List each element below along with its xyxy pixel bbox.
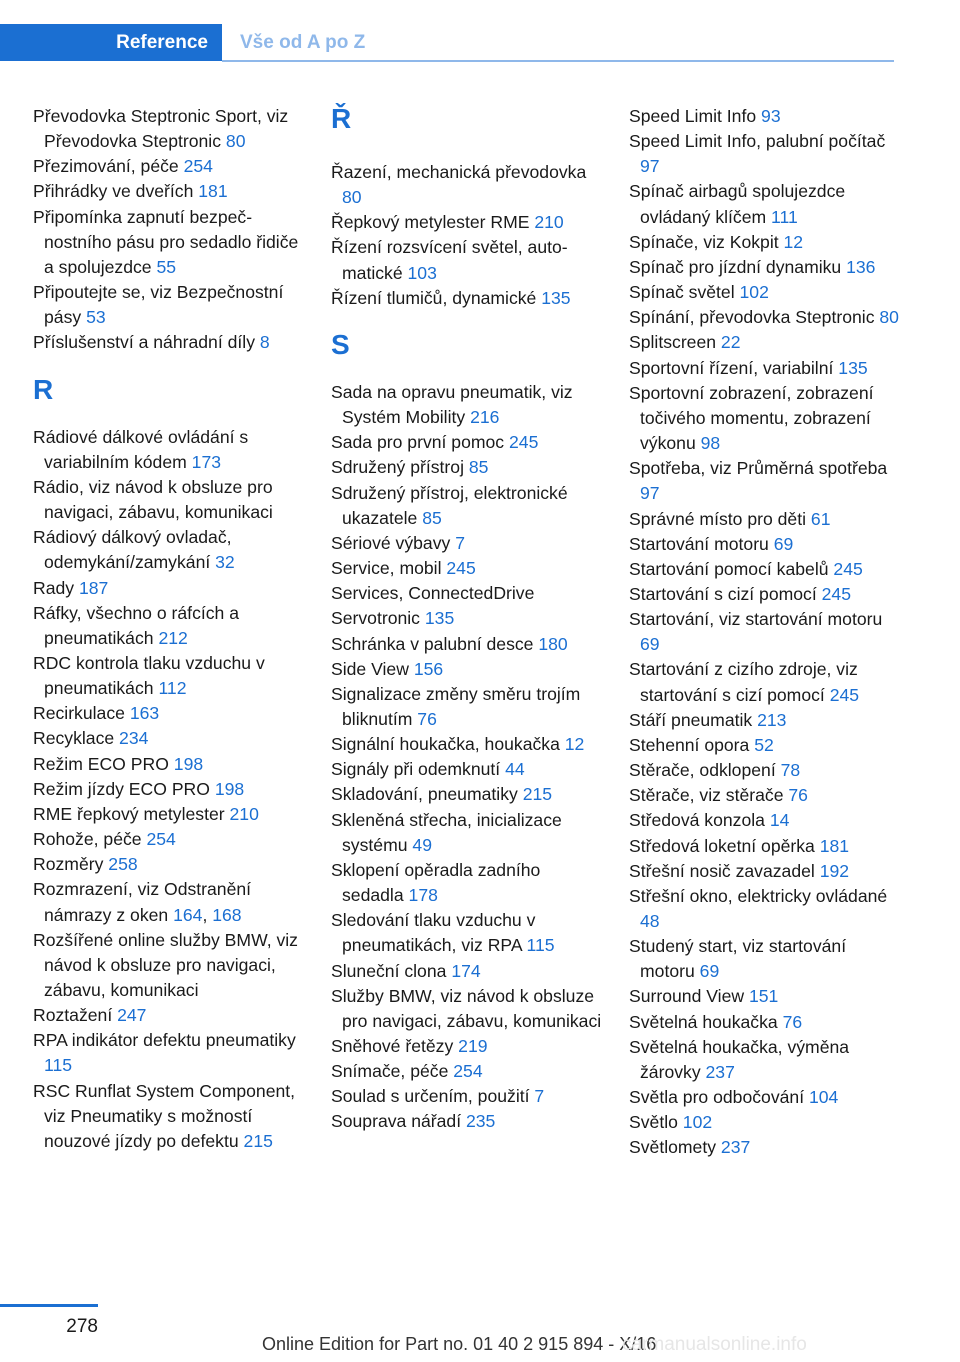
- index-entry-text: Spotřeba, viz Průměrná spotřeba: [629, 458, 888, 479]
- page-ref-link[interactable]: 213: [757, 709, 787, 730]
- page-ref-link[interactable]: 7: [534, 1086, 545, 1107]
- index-entry: [629, 582, 901, 607]
- index-entry-text: Schránka v palubní desce: [331, 633, 539, 654]
- index-entry-text: Spínač pro jízdní dynamiku: [629, 256, 847, 277]
- index-entry: [629, 733, 901, 758]
- index-entry: [629, 330, 901, 355]
- index-entry: [629, 934, 901, 984]
- index-entry-text: Spínač světel: [629, 282, 740, 303]
- index-entry: [33, 205, 305, 280]
- page-ref-link[interactable]: 53: [86, 307, 106, 328]
- index-entry: [33, 425, 305, 475]
- index-entry-text: Rohože, péče: [33, 829, 147, 850]
- page-ref-link[interactable]: 245: [829, 684, 860, 705]
- page-ref-link[interactable]: 245: [509, 432, 539, 453]
- index-entry: [629, 708, 901, 733]
- index-entry: [331, 380, 603, 430]
- index-entry: [629, 834, 901, 859]
- index-entry: [629, 305, 901, 330]
- index-entry: [629, 607, 901, 657]
- index-column-3: [629, 104, 901, 1161]
- tab-vse-od-a-po-z[interactable]: Vše od A po Z: [240, 31, 366, 53]
- index-entry-text: Skladování, pneumatiky: [331, 784, 523, 805]
- index-column-1: [33, 104, 305, 1154]
- header-tabbar: [0, 0, 960, 62]
- index-entry-text: Světlomety: [629, 1137, 721, 1158]
- index-entry-text: Stáří pneumatik: [629, 709, 758, 730]
- index-entry-text: Řízení tlumičů, dynamické: [331, 287, 542, 308]
- index-entry: [331, 606, 603, 631]
- page-ref-link[interactable]: 97: [640, 156, 660, 177]
- index-entry-text: Řízení rozsvícení světel, automatické: [331, 237, 568, 283]
- page-ref-link[interactable]: 8: [259, 332, 270, 353]
- page-ref-link[interactable]: 102: [682, 1112, 713, 1133]
- page-ref-link[interactable]: 216: [470, 407, 500, 428]
- index-entry-text: Připoutejte se, viz Bezpečnostní pásy: [33, 282, 284, 328]
- page-ref-link[interactable]: 198: [173, 753, 204, 774]
- index-entry: [629, 507, 901, 532]
- index-entry-text: Rady: [33, 577, 79, 598]
- index-entry: [629, 230, 901, 255]
- page-ref-link[interactable]: 135: [838, 357, 868, 378]
- index-entry-text: Řazení, mechanická převodovka: [331, 162, 587, 182]
- index-entry: [331, 1084, 603, 1109]
- index-entry-text: Sklopení opěradla zadního sedadla: [331, 859, 541, 906]
- index-entry-text: Startování motoru: [629, 533, 774, 554]
- index-entry-text: Stěrače, viz stěrače: [629, 785, 789, 806]
- index-entry: [629, 783, 901, 808]
- index-entry: [331, 908, 603, 958]
- page-ref-link[interactable]: 61: [810, 508, 831, 529]
- index-entry: [33, 601, 305, 651]
- index-entry-text: Signalizace změny směru trojím bliknutím: [331, 683, 581, 729]
- index-entry-text: Startování s cizí pomocí: [629, 583, 822, 604]
- index-entry: [33, 827, 305, 852]
- index-entry: [33, 330, 305, 355]
- page-ref-link[interactable]: 76: [782, 1011, 803, 1032]
- index-entry-text: Sledování tlaku vzduchu v pneumatikách, viz RPA: [331, 910, 536, 956]
- index-column-2: [331, 104, 603, 1135]
- index-entry-text: Startování pomocí kabelů: [629, 558, 834, 579]
- index-entry: [629, 884, 901, 934]
- page-ref-link[interactable]: 102: [739, 282, 769, 303]
- index-entry-text: Sada na opravu pneumatik, viz Systém Mobility: [331, 381, 573, 428]
- index-entry: [331, 682, 603, 732]
- page-ref-link[interactable]: 80: [225, 131, 246, 152]
- page-ref-link[interactable]: 112: [158, 678, 187, 699]
- index-entry: [629, 129, 901, 179]
- index-entry-text: Středová konzola: [629, 810, 770, 831]
- index-entry-text: Startování z cizího zdroje, viz startování s cizí pomocí: [629, 659, 858, 705]
- index-entry-text: Sportovní zobrazení, zobrazení točivého momentu, zobrazení výkonu: [629, 382, 874, 454]
- index-entry: [331, 984, 603, 1034]
- page-ref-link[interactable]: 115: [526, 935, 555, 956]
- index-entry: [629, 356, 901, 381]
- index-entry: [331, 581, 603, 606]
- index-entry: [629, 859, 901, 884]
- index-entry: [629, 1035, 901, 1085]
- page-ref-link[interactable]: 219: [458, 1036, 488, 1056]
- index-entry: [331, 481, 603, 531]
- tab-reference[interactable]: Reference: [0, 24, 222, 61]
- index-entry: [331, 959, 603, 984]
- index-entry: [331, 782, 603, 807]
- index-entry: [331, 235, 603, 285]
- index-entry-text: Signální houkačka, houkačka: [331, 734, 565, 755]
- page-ref-link[interactable]: 254: [183, 156, 213, 177]
- page-ref-link[interactable]: 78: [780, 760, 801, 781]
- page-ref-link[interactable]: 215: [243, 1130, 273, 1151]
- index-entry: [629, 1010, 901, 1035]
- index-entry-text: Přihrádky ve dveřích: [33, 181, 199, 202]
- index-entry: [331, 757, 603, 782]
- index-entry-text: Stěrače, odklopení: [629, 760, 781, 781]
- page-ref-link[interactable]: 85: [422, 507, 442, 528]
- index-entry: [331, 286, 603, 311]
- edition-footer: Online Edition for Part no. 01 40 2 915 894 - X/16: [262, 1334, 657, 1354]
- page-ref-link[interactable]: 48: [640, 911, 660, 931]
- index-entry: [33, 777, 305, 802]
- page-ref-link[interactable]: 76: [788, 785, 808, 806]
- watermark: carmanualsonline.info: [622, 1334, 807, 1355]
- page-ref-link[interactable]: 163: [129, 703, 160, 724]
- index-entry: [629, 280, 901, 305]
- index-entry: [331, 455, 603, 480]
- index-entry: [629, 1085, 901, 1110]
- section-letter: S: [331, 328, 350, 360]
- index-entry: [629, 179, 901, 229]
- page-ref-link[interactable]: 135: [424, 608, 455, 629]
- page-ref-link[interactable]: 69: [699, 961, 720, 982]
- index-entry-text: Světelná houkačka: [629, 1011, 783, 1032]
- page-ref-link[interactable]: 174: [451, 960, 481, 981]
- index-entry: [331, 531, 603, 556]
- page-ref-link[interactable]: 181: [819, 835, 850, 856]
- index-entry: [629, 1110, 901, 1135]
- index-entry: [33, 802, 305, 827]
- index-entry-text: Speed Limit Info: [629, 106, 762, 126]
- index-entry-text: Sportovní řízení, variabilní: [629, 357, 839, 378]
- index-entry-text: Ráfky, všechno o ráfcích a pneumatikách: [33, 602, 240, 648]
- index-entry-text: RSC Runflat System Component, viz Pneumatiky s možností nouzové jízdy po defektu: [33, 1080, 296, 1151]
- index-entry: [331, 808, 603, 858]
- page-ref-link[interactable]: 12: [783, 231, 804, 252]
- index-entry: Rozmrazení, viz Odstranění námrazy z oken 164, 168: [33, 879, 252, 925]
- index-entry-text: Studený start, viz startování motoru: [629, 936, 847, 982]
- page-ref-link[interactable]: 210: [534, 212, 564, 233]
- index-entry-text: Středová loketní opěrka: [629, 835, 820, 856]
- index-entry-text: Servotronic: [331, 608, 425, 629]
- index-entry: [33, 701, 305, 726]
- index-entry: [33, 928, 305, 1003]
- page-ref-link[interactable]: 254: [453, 1061, 483, 1082]
- index-entry: [629, 1135, 901, 1160]
- page-ref-link[interactable]: 14: [769, 810, 790, 831]
- page-ref-link[interactable]: 103: [407, 262, 437, 283]
- page-ref-link[interactable]: 156: [413, 658, 444, 679]
- index-entry-text: Příslušenství a náhradní díly: [33, 332, 260, 353]
- index-entry-text: Sada pro první pomoc: [331, 432, 509, 453]
- index-entry: [331, 556, 603, 581]
- index-entry-text: Speed Limit Info, palubní počítač: [629, 131, 886, 152]
- page-ref-link[interactable]: 247: [117, 1005, 147, 1026]
- index-entry: [33, 1079, 305, 1154]
- section-letter: R: [33, 373, 54, 405]
- index-entry-text: Recirkulace: [33, 703, 130, 724]
- page-ref-link[interactable]: 237: [720, 1137, 751, 1158]
- index-entry-text: Sdružený přístroj: [331, 457, 469, 478]
- page-ref-link[interactable]: 212: [158, 627, 188, 648]
- index-entry-text: RDC kontrola tlaku vzduchu v pneumatikách: [33, 652, 265, 699]
- index-entry-text: Sněhové řetězy: [331, 1036, 459, 1056]
- page-ref-link[interactable]: 85: [468, 457, 489, 478]
- index-entry: [33, 179, 305, 204]
- page-ref-link[interactable]: 104: [808, 1087, 839, 1108]
- index-entry: [629, 532, 901, 557]
- index-entry-text: Převodovka Steptronic Sport, viz Převodovka Steptronic: [33, 106, 289, 152]
- page-ref-link[interactable]: 210: [229, 803, 259, 824]
- section-letter: Ř: [331, 103, 352, 134]
- page-ref-link[interactable]: 98: [700, 433, 721, 454]
- page-ref-link[interactable]: 258: [108, 854, 138, 875]
- page-ref-link[interactable]: 93: [761, 106, 781, 126]
- page-ref-link[interactable]: 235: [465, 1111, 496, 1132]
- index-entry-text: Střešní nosič zavazadel: [629, 860, 820, 881]
- page-ref-link[interactable]: 181: [198, 181, 228, 202]
- page-ref-link[interactable]: 135: [541, 287, 571, 308]
- index-entry-text: Snímače, péče: [331, 1061, 454, 1082]
- page-ref-link[interactable]: 97: [640, 483, 660, 504]
- index-entry-text: Startování, viz startování motoru: [629, 609, 883, 630]
- page-ref-link[interactable]: 245: [833, 558, 863, 579]
- index-entry: [33, 726, 305, 751]
- index-entry-text: Správné místo pro děti: [629, 508, 811, 529]
- index-entry-text: Soulad s určením, použití: [331, 1086, 535, 1107]
- index-entry: [629, 758, 901, 783]
- index-entry: [33, 154, 305, 179]
- index-entry: [331, 430, 603, 455]
- index-entry-text: Rozmrazení, viz Odstranění námrazy z oken: [33, 879, 252, 925]
- index-entry-text: Přezimování, péče: [33, 156, 184, 177]
- index-entry: [33, 852, 305, 877]
- index-entry-text: Services, ConnectedDrive: [331, 583, 535, 604]
- index-entry-text: Signály při odemknutí: [331, 759, 506, 780]
- index-entry: [331, 1109, 603, 1134]
- index-entry-text: RPA indikátor defektu pneumatiky: [33, 1030, 296, 1051]
- index-entry-text: Služby BMW, viz návod k obsluze pro navigaci, zábavu, komunikaci: [331, 985, 602, 1031]
- page-ref-link[interactable]: 32: [215, 552, 235, 573]
- tab-underline: [222, 60, 894, 62]
- footer-rule: [0, 1304, 98, 1307]
- index-entry: [629, 381, 901, 456]
- page-ref-link[interactable]: 55: [156, 256, 177, 277]
- index-entry: [629, 657, 901, 707]
- page-number: 278: [66, 1316, 98, 1337]
- index-entry: [33, 475, 305, 525]
- index-entry: [629, 984, 901, 1009]
- index-entry-text: Rádiové dálkové ovládání s variabilním kódem: [33, 426, 249, 472]
- index-entry-text: Skleněná střecha, inicializace systému: [331, 809, 562, 855]
- index-entry-text: Světelná houkačka, výměna žárovky: [629, 1036, 850, 1082]
- index-entry-text: Řepkový metylester RME: [331, 212, 535, 233]
- index-entry-text: Světla pro odbočování: [629, 1087, 809, 1108]
- page-ref-link[interactable]: 173: [191, 451, 222, 472]
- page-ref-link[interactable]: 136: [846, 256, 876, 277]
- index-entry: [331, 160, 603, 210]
- index-entry-text: Rádiový dálkový ovladač, odemykání/zamykání: [33, 527, 232, 573]
- index-entry-text: Režim jízdy ECO PRO: [33, 778, 215, 799]
- index-entry-text: Připomínka zapnutí bezpečnostního pásu pro sedadlo řidiče a spolujezdce: [33, 206, 299, 277]
- index-entry-text: Surround View: [629, 986, 749, 1007]
- index-entry-text: Side View: [331, 658, 414, 679]
- index-entry-text: Sluneční clona: [331, 960, 452, 981]
- index-entry: [33, 104, 305, 154]
- page-ref-link[interactable]: 245: [821, 583, 851, 604]
- page-ref-link[interactable]: 151: [748, 986, 779, 1007]
- page-ref-link[interactable]: 245: [446, 558, 476, 579]
- page-ref-link[interactable]: 178: [408, 885, 438, 906]
- index-entry: [331, 210, 603, 235]
- page-ref-link[interactable]: 69: [773, 533, 794, 554]
- index-entry: [33, 525, 305, 575]
- index-entry: [331, 632, 603, 657]
- index-entry: [629, 104, 901, 129]
- page-ref-link[interactable]: 44: [505, 759, 525, 780]
- page-ref-link[interactable]: 164: [173, 904, 203, 925]
- page-ref-link[interactable]: 237: [705, 1061, 735, 1082]
- index-entry: [33, 576, 305, 601]
- index-entry-text: Spínače, viz Kokpit: [629, 231, 784, 252]
- index-entry-text: Spínač airbagů spolujezdce ovládaný klíčem: [629, 181, 846, 227]
- index-entry: [331, 1034, 603, 1059]
- index-entry-text: Service, mobil: [331, 558, 447, 579]
- page-ref-link[interactable]: 80: [879, 307, 899, 328]
- index-entry-text: Rozměry: [33, 854, 109, 875]
- index-entry-text: Režim ECO PRO: [33, 753, 174, 774]
- index-entry-text: Stehenní opora: [629, 734, 755, 755]
- index-entry-text: Rozšířené online služby BMW, viz návod k obsluze pro navigaci, zábavu, komunikaci: [33, 929, 298, 1000]
- page-ref-link[interactable]: 254: [146, 829, 176, 850]
- index-entry: [629, 456, 901, 506]
- index-entry-text: RME řepkový metylester: [33, 803, 230, 824]
- page-ref-link[interactable]: 234: [119, 728, 149, 749]
- index-entry-text: Rádio, viz návod k obsluze pro navigaci, zábavu, komunikaci: [33, 476, 273, 523]
- page-ref-link[interactable]: 168: [212, 904, 242, 925]
- index-entry: [33, 651, 305, 701]
- index-entry: [331, 858, 603, 908]
- index-entry: [33, 752, 305, 777]
- page-ref-link[interactable]: 22: [720, 332, 741, 353]
- index-entry-text: Sdružený přístroj, elektronické ukazatele: [331, 482, 568, 528]
- page-ref-link[interactable]: 80: [342, 187, 362, 208]
- index-entry-text: Souprava nářadí: [331, 1111, 466, 1132]
- page-ref-link[interactable]: 115: [44, 1055, 73, 1076]
- index-entry: [331, 1059, 603, 1084]
- page-ref-link[interactable]: 69: [640, 634, 660, 655]
- page-ref-link[interactable]: 180: [538, 633, 568, 654]
- index-entry-text: Střešní okno, elektricky ovládané: [629, 885, 888, 906]
- index-entry: [33, 1028, 305, 1078]
- index-entry: [629, 255, 901, 280]
- page-ref-link[interactable]: 111: [771, 206, 798, 227]
- index-entry-text: Recyklace: [33, 728, 120, 749]
- index-entry: [331, 732, 603, 757]
- index-entry-text: Roztažení: [33, 1005, 118, 1026]
- index-entry: [629, 808, 901, 833]
- page-ref-link[interactable]: 76: [417, 708, 437, 729]
- index-entry: [33, 1003, 305, 1028]
- index-entry-text: Splitscreen: [629, 332, 721, 353]
- index-entry: [331, 657, 603, 682]
- index-entry: [33, 280, 305, 330]
- index-entry-text: Sériové výbavy: [331, 532, 456, 553]
- page-ref-link[interactable]: 192: [819, 860, 850, 881]
- page-ref-link[interactable]: 198: [214, 778, 245, 799]
- page-ref-link[interactable]: 7: [455, 532, 465, 553]
- page-ref-link[interactable]: 52: [754, 734, 774, 755]
- page-ref-link[interactable]: 12: [564, 734, 585, 755]
- index-entry-text: Světlo: [629, 1112, 683, 1133]
- index-entry-text: Spínání, převodovka Steptronic: [629, 307, 880, 328]
- page-ref-link[interactable]: 215: [522, 784, 553, 805]
- page-ref-link[interactable]: 49: [412, 834, 432, 855]
- page-ref-link[interactable]: 187: [78, 577, 109, 598]
- index-entry: [629, 557, 901, 582]
